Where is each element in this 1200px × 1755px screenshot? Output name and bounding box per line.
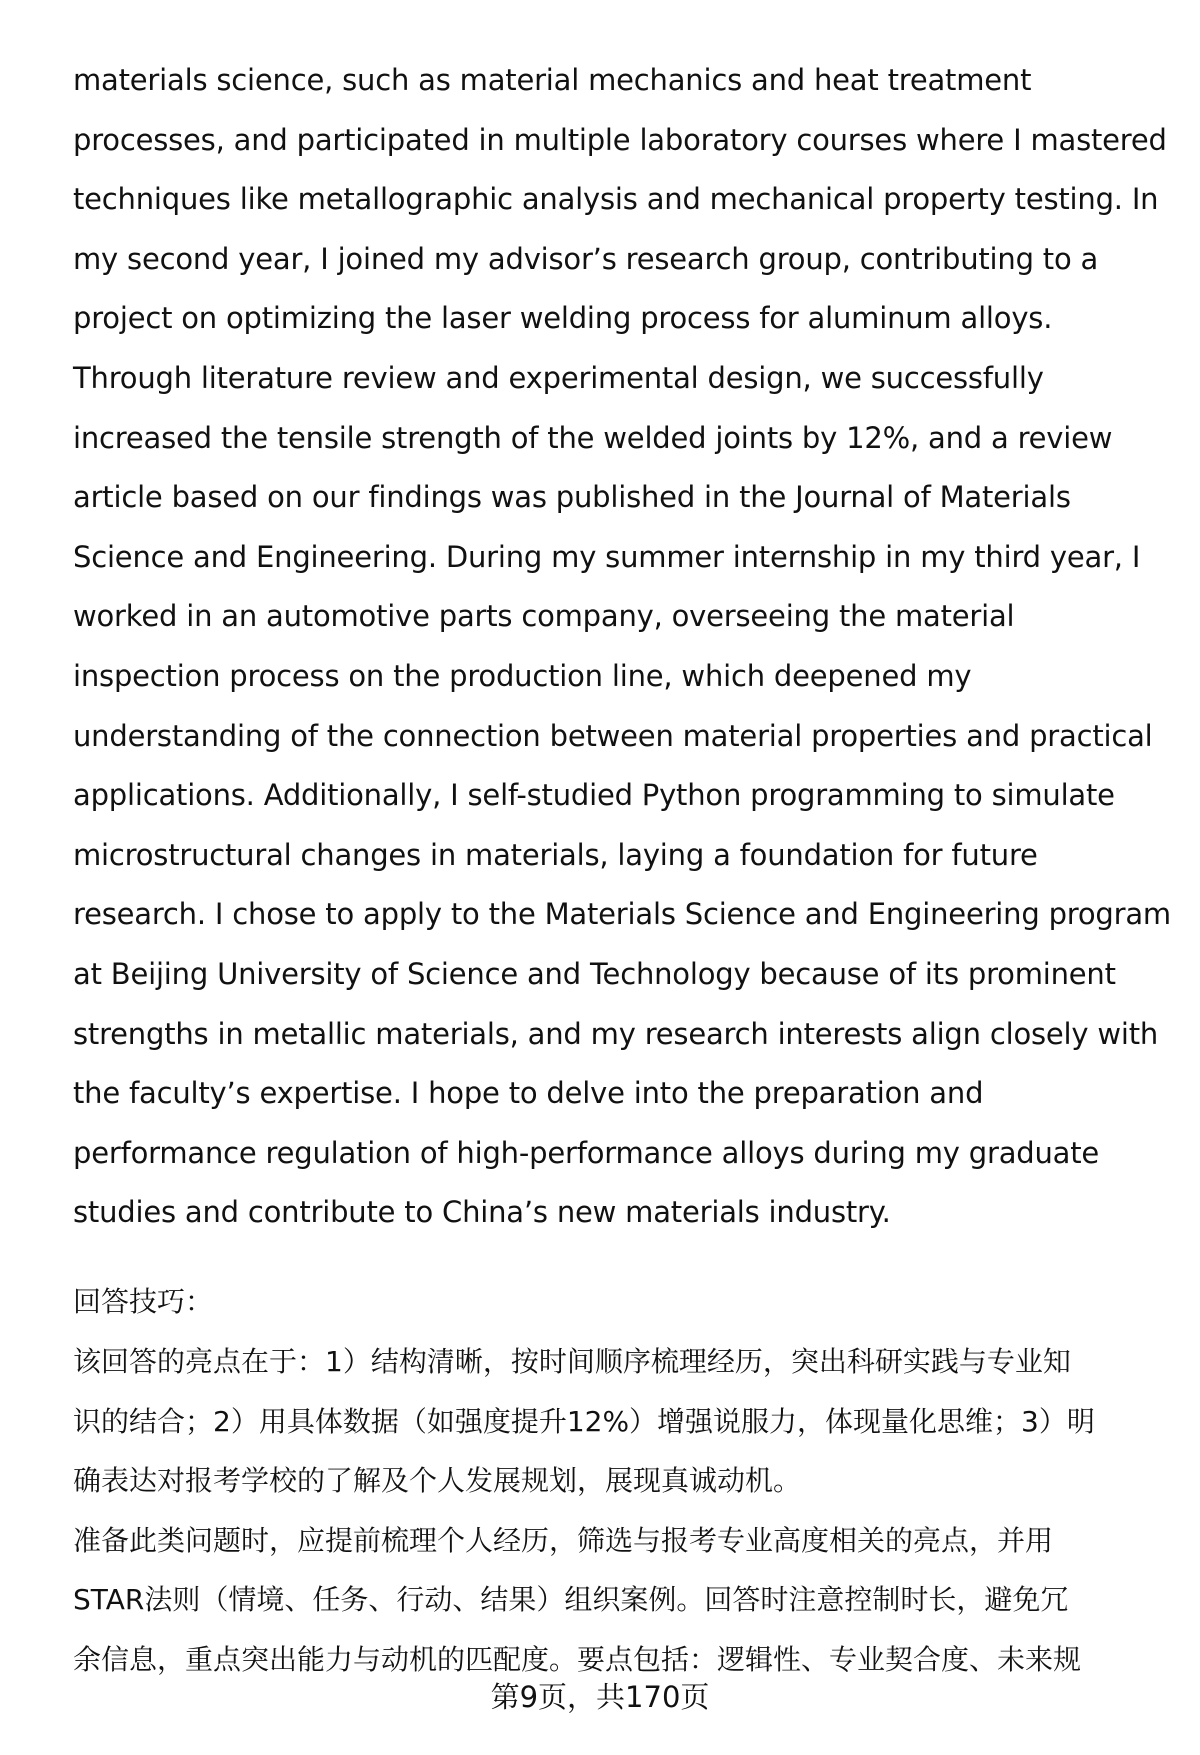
body-text-line: studies and contribute to China’s new materials industry. bbox=[73, 1195, 891, 1230]
body-text-line: the faculty’s expertise. I hope to delve into the preparation and bbox=[73, 1076, 984, 1111]
tips-text-line: 准备此类问题时，应提前梳理个人经历，筛选与报考专业高度相关的亮点，并用 bbox=[73, 1523, 1054, 1557]
tips-text-line: STAR法则（情境、任务、行动、结果）组织案例。回答时注意控制时长，避免冗 bbox=[73, 1583, 1069, 1617]
body-text-line: worked in an automotive parts company, overseeing the material bbox=[73, 599, 1015, 634]
body-text-line: processes, and participated in multiple laboratory courses where I mastered bbox=[73, 122, 1167, 157]
body-text-line: increased the tensile strength of the welded joints by 12%, and a review bbox=[73, 420, 1113, 455]
tips-text-line: 该回答的亮点在于：1）结构清晰，按时间顺序梳理经历，突出科研实践与专业知 bbox=[73, 1345, 1071, 1378]
body-text-line: inspection process on the production line, which deepened my bbox=[73, 659, 972, 693]
body-text-line: applications. Additionally, I self-studied Python programming to simulate bbox=[73, 778, 1115, 813]
page-number-footer: 第9页，共170页 bbox=[490, 1680, 710, 1714]
body-text-line: understanding of the connection between material properties and practical bbox=[73, 718, 1153, 753]
body-text-line: strengths in metallic materials, and my research interests align closely with bbox=[73, 1016, 1159, 1051]
tips-text-line: 确表达对报考学校的了解及个人发展规划，展现真诚动机。 bbox=[73, 1464, 802, 1498]
body-text-line: Science and Engineering. During my summer internship in my third year, I bbox=[73, 539, 1141, 574]
body-text-line: my second year, I joined my advisor’s research group, contributing to a bbox=[73, 241, 1099, 276]
body-text-line: microstructural changes in materials, laying a foundation for future bbox=[73, 837, 1038, 872]
body-text-line: project on optimizing the laser welding process for aluminum alloys. bbox=[73, 301, 1053, 336]
body-text-line: techniques like metallographic analysis and mechanical property testing. In bbox=[73, 182, 1159, 217]
tips-text-line: 识的结合；2）用具体数据（如强度提升12%）增强说服力，体现量化思维；3）明 bbox=[73, 1404, 1095, 1438]
body-text-line: research. I chose to apply to the Materials Science and Engineering program bbox=[73, 897, 1171, 932]
body-text-line: materials science, such as material mechanics and heat treatment bbox=[73, 63, 1032, 97]
body-text-line: at Beijing University of Science and Technology because of its prominent bbox=[73, 957, 1116, 991]
tips-text-line: 余信息，重点突出能力与动机的匹配度。要点包括：逻辑性、专业契合度、未来规 bbox=[73, 1643, 1082, 1676]
body-text-line: performance regulation of high-performance alloys during my graduate bbox=[73, 1135, 1100, 1170]
tips-heading: 回答技巧： bbox=[73, 1285, 214, 1318]
body-text-line: article based on our findings was published in the Journal of Materials bbox=[73, 480, 1071, 515]
body-text-line: Through literature review and experimental design, we successfully bbox=[73, 361, 1044, 395]
